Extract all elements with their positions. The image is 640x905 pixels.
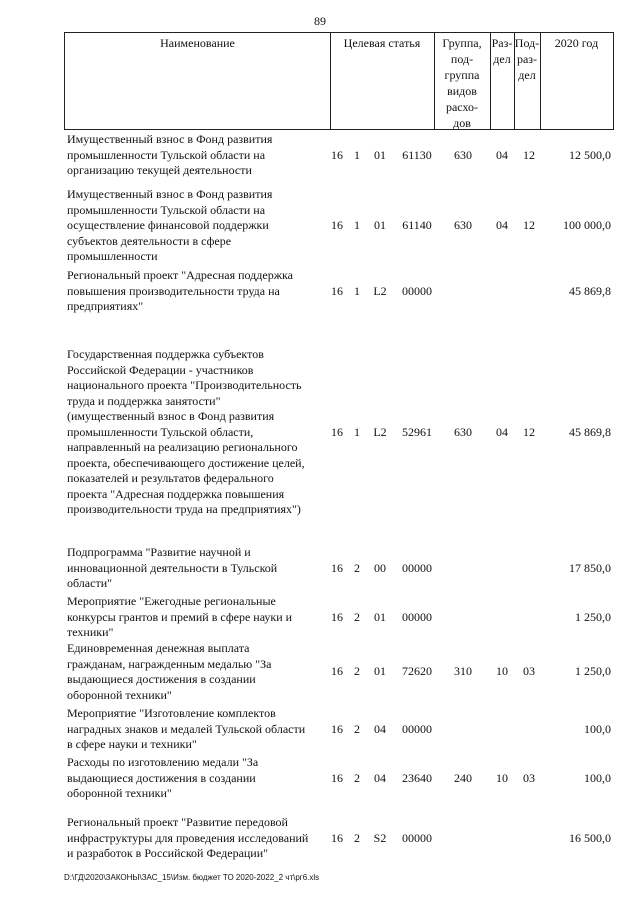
row-c4: 72620 — [402, 663, 432, 678]
row-c4: 00000 — [402, 609, 432, 624]
header-section: Раз- дел — [491, 36, 513, 66]
row-c2: 2 — [354, 721, 360, 736]
header-year: 2020 год — [554, 36, 599, 50]
row-amount: 17 850,0 — [569, 560, 611, 575]
row-name: Расходы по изготовлению медали "За выдающиеся достижения в создании оборонной техники" — [67, 755, 259, 800]
row-name: Имущественный взнос в Фонд развития промышленности Тульской области на осуществление финансовой поддержки субъектов деятельности в сфере промышленности — [67, 187, 273, 263]
row-c3: 01 — [374, 218, 386, 232]
row-c1: 16 — [331, 770, 343, 785]
row-name: Региональный проект "Развитие передовой инфраструктуры для проведения исследований и разработок в Российской Федерации" — [67, 815, 309, 860]
row-c3: S2 — [373, 830, 387, 845]
row-c1: 16 — [331, 424, 343, 439]
row-amount: 45 869,8 — [569, 283, 611, 298]
row-name: Государственная поддержка субъектов Российской Федерации - участников национального проекта "Производительность труда и поддержка занятости" (имущественный взнос в Фонд развития промышленности Тульской области, направленный на реализацию регионального проекта, обеспечивающего достижение целей, показателей и результатов федерального проекта "Адресная поддержка повышения производительности труда на предприятиях") — [67, 347, 305, 516]
row-sub: 03 — [523, 770, 535, 785]
row-name: Региональный проект "Адресная поддержка повышения производительности труда на предприятиях" — [67, 268, 293, 313]
row-c4: 61130 — [402, 147, 432, 162]
row-amount: 100,0 — [584, 721, 611, 736]
row-c4: 00000 — [402, 721, 432, 736]
row-c4: 00000 — [402, 560, 432, 575]
row-c2: 2 — [354, 609, 360, 624]
row-grp: 630 — [454, 424, 472, 439]
row-c1: 16 — [331, 830, 343, 845]
row-c3: L2 — [373, 424, 387, 439]
row-c2: 2 — [354, 770, 360, 785]
row-name: Имущественный взнос в Фонд развития промышленности Тульской области на организацию текущей деятельности — [67, 132, 273, 177]
row-c2: 1 — [354, 147, 360, 162]
row-c3: 01 — [374, 147, 386, 162]
row-c2: 2 — [354, 830, 360, 845]
row-c1: 16 — [331, 609, 343, 624]
row-c3: L2 — [373, 283, 387, 298]
row-sec: 04 — [496, 147, 508, 162]
row-c4: 61140 — [402, 218, 432, 232]
row-amount: 12 500,0 — [569, 147, 611, 162]
row-sub: 03 — [523, 663, 535, 678]
row-name: Мероприятие "Изготовление комплектов наградных знаков и медалей Тульской области в сфере науки и техники" — [67, 706, 306, 751]
row-c3: 01 — [374, 609, 386, 624]
table-row — [0, 755, 640, 802]
row-name: Мероприятие "Ежегодные региональные конкурсы грантов и премий в сфере науки и техники" — [67, 594, 293, 639]
row-c2: 1 — [354, 218, 360, 232]
row-amount: 100,0 — [584, 770, 611, 785]
row-sec: 04 — [496, 424, 508, 439]
row-name: Единовременная денежная выплата гражданам, награжденным медалью "За выдающиеся достижения в создании оборонной техники" — [67, 641, 272, 702]
row-amount: 1 250,0 — [575, 609, 611, 624]
row-c1: 16 — [331, 147, 343, 162]
row-c3: 04 — [374, 721, 386, 736]
row-c2: 2 — [354, 663, 360, 678]
row-c2: 1 — [354, 424, 360, 439]
file-path-footer: D:\ГД\2020\ЗАКОНЫ\ЗАС_15\Изм. бюджет ТО 2020-2022_2 чт\рг6.xls — [64, 873, 320, 882]
header-group: Группа, под- группа видов расхо- дов — [442, 36, 482, 130]
table-row — [0, 268, 640, 315]
row-c4: 52961 — [402, 424, 432, 439]
row-c1: 16 — [331, 218, 343, 232]
table-header — [64, 32, 614, 130]
row-grp: 310 — [454, 663, 472, 678]
row-grp: 630 — [454, 218, 472, 232]
row-c4: 00000 — [402, 830, 432, 845]
header-name: Наименование — [160, 36, 235, 50]
table-row — [0, 545, 640, 592]
row-c1: 16 — [331, 663, 343, 678]
table-row — [0, 594, 640, 641]
table-row — [0, 815, 640, 862]
row-amount: 16 500,0 — [569, 830, 611, 845]
header-target: Целевая статья — [343, 36, 421, 50]
row-name: Подпрограмма "Развитие научной и инновационной деятельности в Тульской области" — [67, 545, 278, 590]
row-amount: 1 250,0 — [575, 663, 611, 678]
row-c3: 01 — [374, 663, 386, 678]
row-grp: 240 — [454, 770, 472, 785]
row-c1: 16 — [331, 721, 343, 736]
row-sub: 12 — [523, 424, 535, 439]
row-sec: 04 — [496, 218, 508, 232]
table-row — [0, 641, 640, 703]
row-amount: 45 869,8 — [569, 424, 611, 439]
row-grp: 630 — [454, 147, 472, 162]
row-c3: 00 — [374, 560, 386, 575]
row-sec: 10 — [496, 663, 508, 678]
table-row — [0, 187, 640, 265]
page-number: 89 — [314, 14, 326, 28]
row-c2: 1 — [354, 283, 360, 298]
table-row — [0, 347, 640, 518]
row-sec: 10 — [496, 770, 508, 785]
row-c4: 00000 — [402, 283, 432, 298]
row-c3: 04 — [374, 770, 386, 785]
row-sub: 12 — [523, 218, 535, 232]
table-row — [0, 132, 640, 179]
table-row — [0, 706, 640, 753]
row-c1: 16 — [331, 560, 343, 575]
row-amount: 100 000,0 — [563, 218, 611, 232]
row-c4: 23640 — [402, 770, 432, 785]
row-c1: 16 — [331, 283, 343, 298]
row-sub: 12 — [523, 147, 535, 162]
header-subsection: Под- раз- дел — [514, 36, 540, 82]
row-c2: 2 — [354, 560, 360, 575]
